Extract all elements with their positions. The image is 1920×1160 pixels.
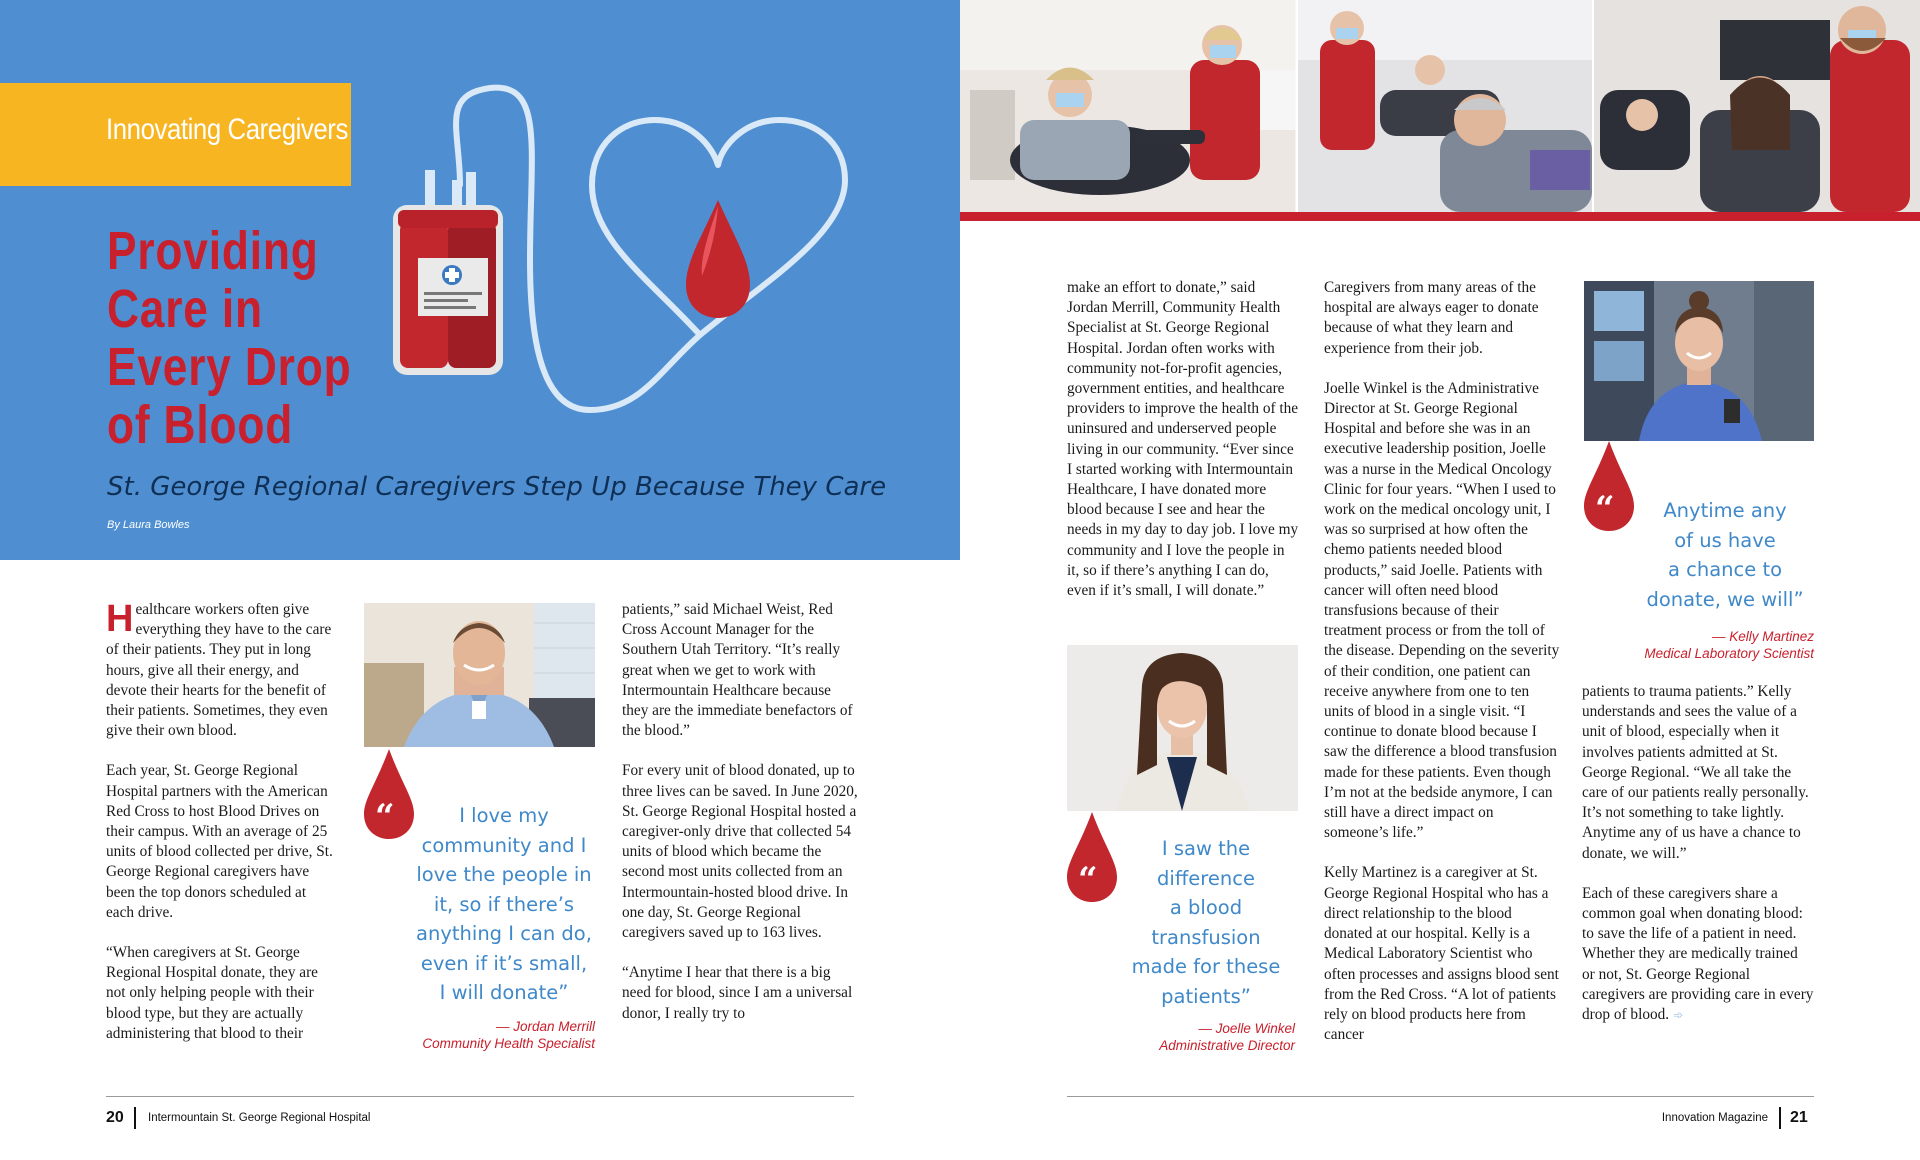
section-tag-label: Innovating Caregivers <box>106 113 348 146</box>
attribution-role: Administrative Director <box>1159 1038 1295 1053</box>
footer-rule-left <box>106 1096 854 1097</box>
paragraph: Caregivers from many areas of the hospital are always eager to donate because of what they learn and experience from their job. <box>1324 279 1539 357</box>
paragraph: Healthcare workers often give everything they have to the care of their patients. They put in long hours, give all their energy, and devote their hearts for the benefit of their patients. Sometimes, they even give their own blood. <box>106 598 332 740</box>
paragraph: patients to trauma patients.” Kelly understands and sees the value of a unit of blood, especially when it involves patients admitted at St. George Regional. “We all take the care of our patients really personally. It’s not something to take lightly. Anytime any of us have a chance to donate, we will.” <box>1582 683 1809 862</box>
title-line: of Blood <box>107 395 294 455</box>
footer-divider <box>134 1107 136 1129</box>
end-mark-icon: ➾ <box>1672 1008 1683 1023</box>
quote-line: love the people in <box>416 863 592 886</box>
article-column-3 <box>622 600 858 1044</box>
quote-line: of us have <box>1674 528 1776 552</box>
article-column-4 <box>1067 278 1299 621</box>
svg-text:“: “ <box>1595 489 1615 529</box>
paragraph: Kelly Martinez is a caregiver at St. George Regional Hospital who has a direct relationship to the blood donated at our hospital. Kelly is a Medical Laboratory Scientist who often processes and assigns blood sent from the Red Cross. “A lot of patients rely on blood products here from cancer <box>1324 864 1559 1044</box>
pull-quote-joelle <box>1106 834 1306 1011</box>
paragraph: Each year, St. George Regional Hospital partners with the American Red Cross to host Blood Drives on their campus. With an average of 25 units of blood collected per drive, St. George Regional caregivers have been the top donors scheduled at each drive. <box>106 762 333 921</box>
paragraph: patients,” said Michael Weist, Red Cross Account Manager for the Southern Utah Territory. “It’s really great when we get to work with Intermountain Healthcare because they are the immediate benefactors of the blood.” <box>622 601 853 740</box>
pull-quote-kelly <box>1620 496 1830 614</box>
blood-drive-photo-strip <box>960 0 1920 212</box>
title-line: Care in <box>107 279 263 339</box>
quote-line: I will donate” <box>439 981 569 1004</box>
article-subtitle: St. George Regional Caregivers Step Up Because They Care <box>107 472 887 502</box>
quote-line: patients” <box>1161 984 1251 1008</box>
pull-quote-joelle-attribution <box>1067 1020 1295 1054</box>
svg-text:“: “ <box>1078 860 1098 900</box>
pull-quote-kelly-attribution <box>1584 628 1814 662</box>
page-number-right: 21 <box>1790 1109 1808 1126</box>
publication-name-left: Intermountain St. George Regional Hospital <box>148 1112 371 1124</box>
article-column-1 <box>106 600 336 1064</box>
quote-line: anything I can do, <box>416 922 592 945</box>
byline: By Laura Bowles <box>107 519 190 531</box>
footer-rule-right <box>1067 1096 1814 1097</box>
kelly-martinez-photo <box>1584 281 1814 441</box>
section-tag <box>0 83 351 186</box>
quote-line: I love my <box>459 804 549 827</box>
quote-line: donate, we will” <box>1646 587 1804 611</box>
paragraph: “Anytime I hear that there is a big need for blood, since I am a universal donor, I really try to <box>622 964 853 1022</box>
paragraph: “When caregivers at St. George Regional Hospital donate, they are not only helping people with their blood type, but they are actually administering that blood to their <box>106 944 318 1042</box>
red-band <box>960 212 1920 221</box>
title-line: Every Drop <box>107 337 352 397</box>
drop-cap: H <box>106 598 134 640</box>
blood-bag-heart-illustration <box>360 80 860 460</box>
jordan-merrill-photo <box>364 603 595 747</box>
attribution-name: — Jordan Merrill <box>495 1019 595 1034</box>
joelle-winkel-photo <box>1067 645 1298 811</box>
quote-line: even if it’s small, <box>420 951 588 975</box>
quote-line: difference <box>1157 866 1255 890</box>
quote-line: community and I <box>421 833 587 857</box>
svg-text:“: “ <box>375 797 395 837</box>
paragraph: For every unit of blood donated, up to three lives can be saved. In June 2020, St. George Regional Hospital hosted a caregiver-only drive that collected 54 units of blood which became the second most units collected from an Intermountain-hosted blood drive. In one day, St. George Regional caregivers saved up to 163 lives. <box>622 762 858 942</box>
page-number-left: 20 <box>106 1109 124 1126</box>
article-title <box>107 222 378 454</box>
paragraph: make an effort to donate,” said Jordan Merrill, Community Health Specialist at St. George Regional Hospital. Jordan often works with community not-for-profit agencies, government entities, and healthcare providers to improve the health of the uninsured and underserved people living in our community. “Ever since I started working with Intermountain Healthcare, I have donated more blood because I see and hear the needs in my day to day job. I love my community and I love the people in it, so if there’s anything I can do, even if it’s small, I will donate.” <box>1067 279 1299 600</box>
quote-line: a blood <box>1169 896 1243 919</box>
quote-line: a chance to <box>1667 558 1783 581</box>
attribution-role: Community Health Specialist <box>422 1036 595 1051</box>
article-column-5 <box>1324 278 1560 1065</box>
quote-line: transfusion <box>1151 925 1261 949</box>
paragraph: Joelle Winkel is the Administrative Director at St. George Regional Hospital and before she was in an executive leadership position, Joelle was a nurse in the Medical Oncology Clinic for four years. “When I used to work on the medical oncology unit, I was so surprised at how often the chemo patients needed blood products,” said Joelle. Patients with cancer will often need blood transfusions because of their treatment process or from the toll of the disease. Depending on the severity of their condition, one patient can receive anywhere from one to ten units of blood in a single visit. “I continue to donate blood because I saw the difference a blood transfusion made for these patients. Even though I’m not at the bedside anymore, I can still have a direct impact on someone’s life.” <box>1324 379 1560 842</box>
title-line: Providing <box>107 221 319 281</box>
footer-divider <box>1779 1107 1781 1129</box>
attribution-role: Medical Laboratory Scientist <box>1644 646 1814 661</box>
attribution-name: — Joelle Winkel <box>1198 1021 1295 1036</box>
paragraph: Each of these caregivers share a common goal when donating blood: to save the life of a patient in need. Whether they are medically trained or not, St. George Regional caregivers are providing care in every drop of blood. ➾ <box>1582 884 1814 1024</box>
attribution-name: — Kelly Martinez <box>1711 629 1814 644</box>
quote-line: I saw the <box>1161 837 1251 860</box>
quote-line: made for these <box>1131 955 1281 978</box>
pull-quote-jordan-attribution <box>364 1018 595 1052</box>
publication-name-right: Innovation Magazine <box>1661 1112 1768 1124</box>
quote-line: Anytime any <box>1663 499 1787 522</box>
quote-line: it, so if there’s <box>433 892 575 916</box>
pull-quote-jordan <box>404 801 604 1008</box>
article-column-6 <box>1582 682 1814 1045</box>
